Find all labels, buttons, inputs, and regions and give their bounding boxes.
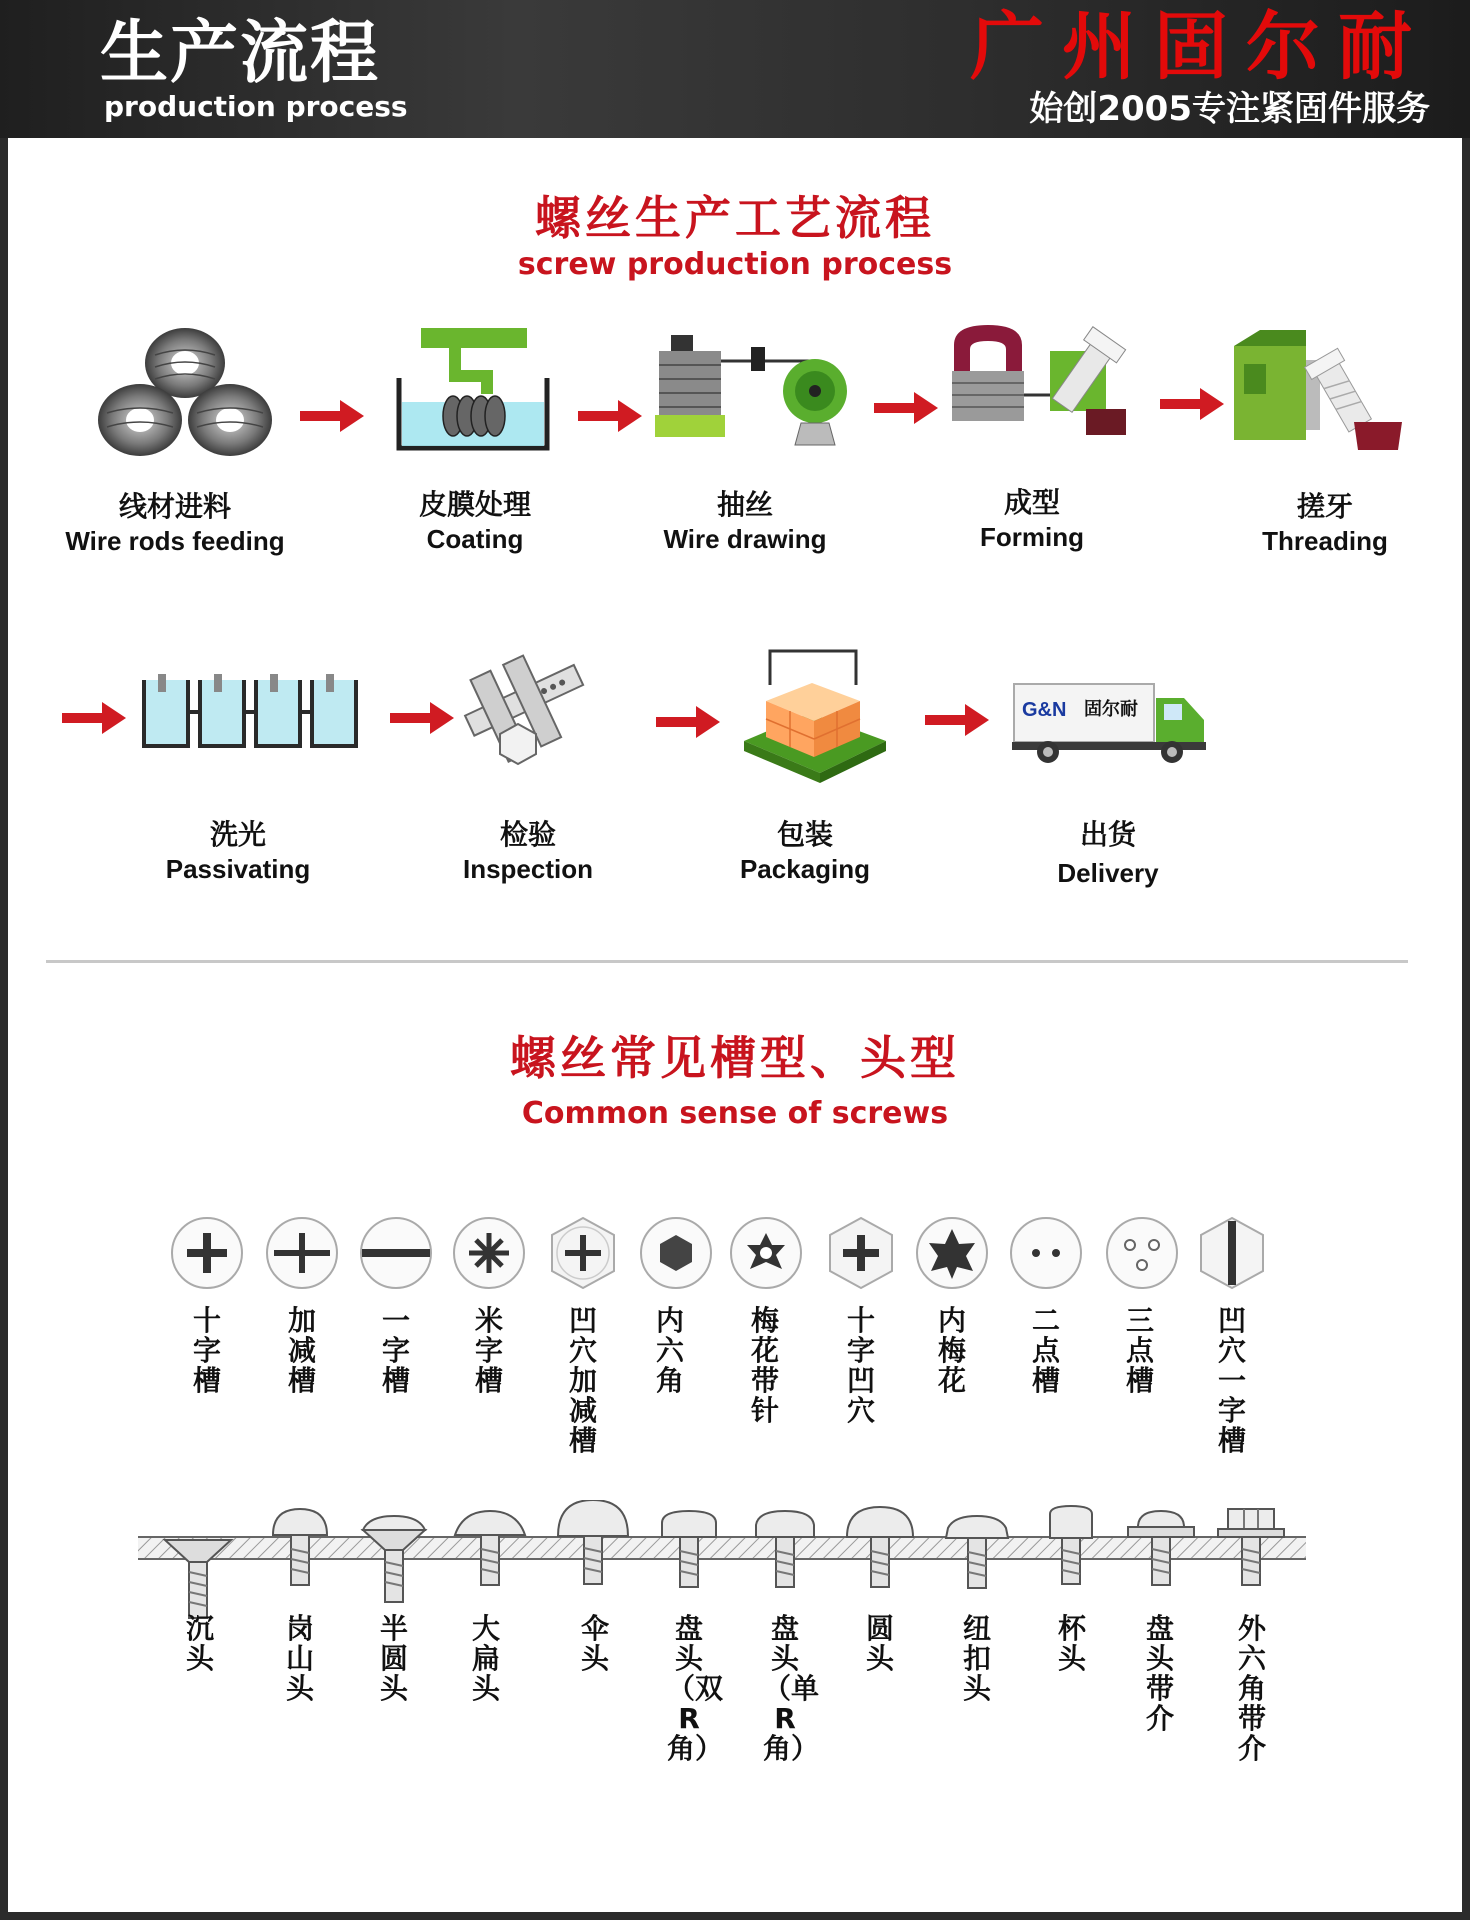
step-label-cn: 成型 [1003,486,1060,519]
arrow-icon [925,702,989,738]
step-label-en: Forming [980,522,1084,552]
head-label: 圆头 [865,1612,894,1675]
brand-name: 广州固尔耐 [970,4,1430,90]
hex-washer-head-icon [1214,1505,1288,1615]
slot-label: 内梅花 [937,1304,966,1397]
step-label-cn: 出货 [1079,818,1136,851]
two-hole-icon [1008,1215,1084,1291]
step-label-cn: 检验 [499,818,556,851]
arrow-icon [390,700,454,736]
head-label: 盘头（双R角） [667,1612,724,1765]
truck-icon [1012,680,1207,766]
caliper-icon [460,648,600,778]
step-label-cn: 线材进料 [118,490,231,523]
arrow-icon [300,398,364,434]
passivating-icon [140,672,360,752]
arrow-icon [874,390,938,426]
process-step [378,818,678,886]
process-step [325,488,625,556]
slot-label: 二点槽 [1031,1304,1060,1397]
slot-label: 十字凹穴 [846,1304,875,1427]
process-step [958,818,1258,890]
package-icon [740,645,890,785]
head-label: 盘头（单R角） [763,1612,820,1765]
step-label-cn: 包装 [776,818,833,851]
star-cross-slot-icon [451,1215,527,1291]
arrow-icon [62,700,126,736]
head-label: 杯头 [1057,1612,1086,1675]
step-label-en: Wire rods feeding [65,526,285,556]
coating-icon [395,328,555,456]
step-label-cn: 洗光 [209,818,266,851]
step-label-cn: 抽丝 [716,488,773,521]
pan-head-double-r-icon [652,1505,726,1615]
combo-slot-icon [264,1215,340,1291]
mushroom-head-icon [556,1500,630,1610]
three-hole-icon [1104,1215,1180,1291]
step-label-en: Packaging [739,854,871,884]
pan-washer-head-icon [1124,1505,1198,1615]
process-step [25,490,325,558]
pan-head-single-r-icon [748,1505,822,1615]
step-label-cn: 皮膜处理 [418,488,531,521]
step-label-en: Inspection [462,854,593,884]
slot-label: 内六角 [655,1304,684,1397]
process-step [655,818,955,886]
hex-socket-icon [638,1215,714,1291]
head-label: 纽扣头 [962,1612,991,1705]
slot-label: 梅花带针 [750,1304,779,1427]
head-label: 大扁头 [471,1612,500,1705]
arrow-icon [1160,386,1224,422]
truck-logo: G&N [1022,699,1067,721]
arrow-icon [656,704,720,740]
step-label-cn: 搓牙 [1296,490,1353,523]
section-divider [46,960,1408,963]
slot-label: 米字槽 [474,1304,503,1397]
head-label: 岗山头 [285,1612,314,1705]
head-label: 外六角带介 [1237,1612,1266,1765]
truck-logo-cn: 固尔耐 [1084,699,1138,720]
threading-icon [1230,330,1405,455]
wire-drawing-icon [655,335,855,450]
truss-head-icon [453,1505,527,1615]
cross-slot-icon [169,1215,245,1291]
header-subtitle: production process [104,90,408,123]
common-subtitle: Common sense of screws [521,1096,949,1131]
head-label: 盘头带介 [1145,1612,1174,1735]
step-label-en: Threading [1262,526,1388,556]
slot-label: 凹穴一字槽 [1217,1304,1246,1457]
process-title: 螺丝生产工艺流程 [535,191,935,245]
head-label: 半圆头 [379,1612,408,1705]
button-head-icon [940,1510,1014,1620]
step-label-en: Wire drawing [663,524,827,554]
common-title: 螺丝常见槽型、头型 [510,1031,960,1085]
process-subtitle: screw production process [517,247,953,282]
step-label-en: Delivery [1057,858,1159,888]
torx-pin-icon [728,1215,804,1291]
step-label-en: Coating [426,524,524,554]
process-step [88,818,388,886]
hex-slot-icon [1194,1215,1270,1291]
process-step [595,488,895,556]
header-title: 生产流程 [100,14,381,93]
hex-combo-slot-icon [545,1215,621,1291]
round-head-icon [843,1505,917,1615]
wire-rods-icon [95,325,275,460]
head-label: 沉头 [185,1612,214,1675]
forming-icon [940,325,1130,450]
torx-icon [914,1215,990,1291]
slot-label: 加减槽 [287,1304,316,1397]
head-label: 伞头 [580,1612,609,1675]
process-step [882,486,1182,554]
header-banner [0,0,1470,138]
cup-head-icon [1034,1502,1108,1612]
slot-label: 一字槽 [381,1304,410,1397]
slot-label: 十字槽 [192,1304,221,1397]
raised-countersunk-head-icon [357,1508,431,1618]
step-label-en: Passivating [165,854,311,884]
process-step [1175,490,1470,558]
slot-label: 凹穴加减槽 [568,1304,597,1457]
slot-label: 三点槽 [1125,1304,1154,1397]
straight-slot-icon [358,1215,434,1291]
brand-slogan: 始创2005专注紧固件服务 [1029,89,1430,129]
hex-cross-slot-icon [823,1215,899,1291]
oval-head-icon [263,1505,337,1615]
arrow-icon [578,398,642,434]
